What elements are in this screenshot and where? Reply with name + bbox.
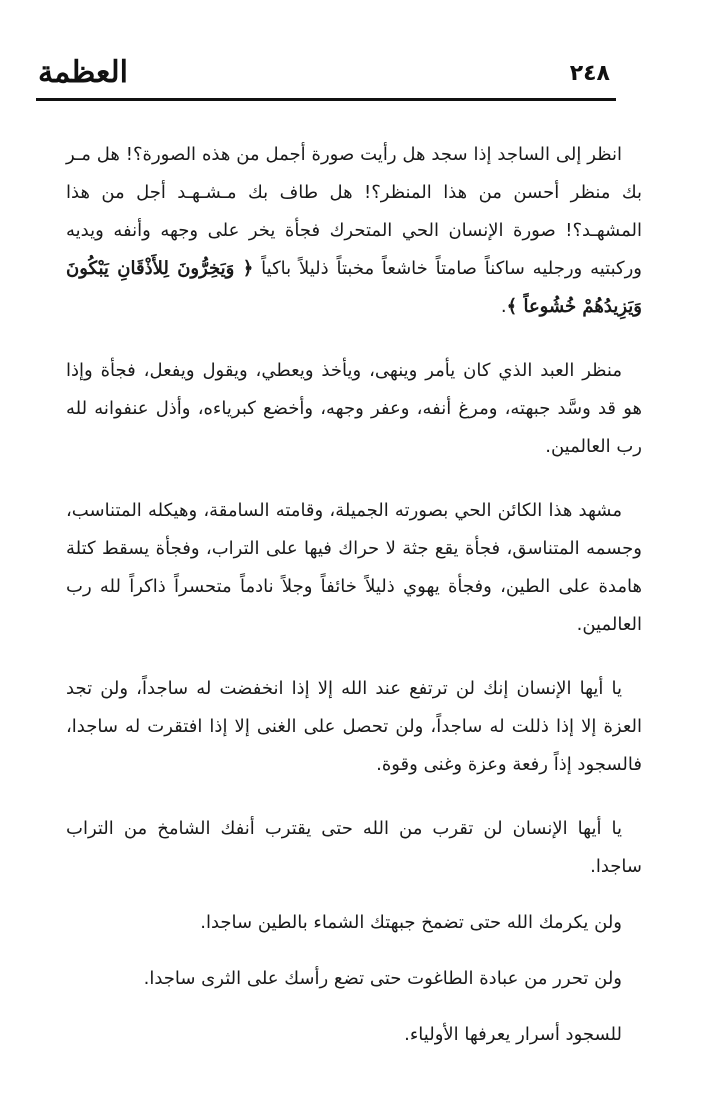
- paragraph: منظر العبد الذي كان يأمر وينهى، ويأخذ ويعطي، ويقول ويفعل، فجأة وإذا هو قد وسَّد جبهته، ومرغ أنفه، وعفر وجهه، وأخضع كبرياءه، وأذل عنفوانه لله رب العالمين.: [66, 360, 642, 457]
- paragraph: يا أيها الإنسان لن تقرب من الله حتى يقترب أنفك الشامخ من التراب ساجدا.: [66, 818, 642, 877]
- paragraph: مشهد هذا الكائن الحي بصورته الجميلة، وقامته السامقة، وهيكله المتناسب، وجسمه المتناسق، فجأة يقع جثة لا حراك فيها على التراب، وفجأة يسقط كتلة هامدة على الطين، وفجأة يهوي ذليلاً خائفاً وجلاً نادماً متحسراً ذاكراً لله رب العالمين.: [66, 500, 642, 635]
- paragraph: [66, 136, 642, 326]
- header-rule: [36, 98, 616, 101]
- header-title: العظمة: [38, 55, 128, 90]
- paragraph: ولن يكرمك الله حتى تضمخ جبهتك الشماء بالطين ساجدا.: [200, 912, 622, 933]
- page-number: ٢٤٨: [569, 61, 610, 86]
- paragraph-end: .: [500, 296, 507, 317]
- quran-verse: ﴿ وَيَخِرُّونَ لِلأَذْقَانِ يَبْكُونَ وَيَزِيدُهُمْ خُشُوعاً ﴾: [66, 258, 642, 317]
- page-body: [66, 136, 642, 1072]
- paragraph: للسجود أسرار يعرفها الأولياء.: [404, 1024, 622, 1045]
- paragraph: يا أيها الإنسان إنك لن ترتفع عند الله إلا إذا انخفضت له ساجداً، ولن تجد العزة إلا إذا ذللت له ساجداً، ولن تحصل على الغنى إلا إذا افتقرت له ساجدا، فالسجود إذاً رفعة وعزة وغنى وقوة.: [66, 678, 642, 775]
- page-header: [30, 56, 618, 96]
- paragraph-text: انظر إلى الساجد إذا سجد هل رأيت صورة أجمل من هذه الصورة؟! هل مـر بك منظر أحسن من هذا المنظر؟! هل طاف بك مـشـهـد أجل من هذا المشهـد؟! صورة الإنسان الحي المتحرك فجأة يخر على وجهه وأنفه ويديه وركبتيه ورجليه ساكناً صامتاً خاشعاً مخبتاً ذليلاً باكياً: [66, 144, 642, 279]
- paragraph: ولن تحرر من عبادة الطاغوت حتى تضع رأسك على الثرى ساجدا.: [143, 968, 622, 989]
